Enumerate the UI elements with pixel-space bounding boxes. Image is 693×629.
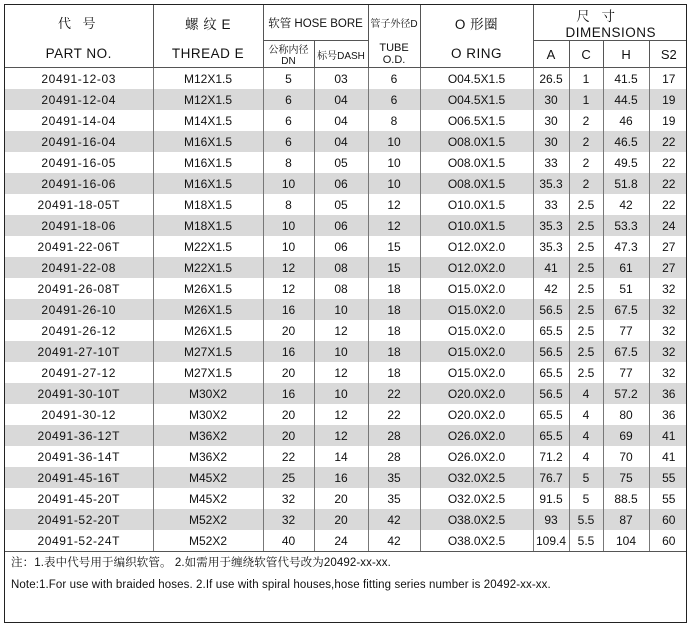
dash-cell: 12	[314, 404, 368, 425]
dash-cell: 05	[314, 152, 368, 173]
dim-c-cell: 5	[569, 488, 603, 509]
thread-cell: M18X1.5	[153, 194, 263, 215]
table-row	[5, 110, 687, 131]
thread-cell: M30X2	[153, 383, 263, 404]
dim-c-cell: 2	[569, 173, 603, 194]
thread-cell: M22X1.5	[153, 257, 263, 278]
table-row	[5, 341, 687, 362]
tube-od-cell: 8	[368, 110, 420, 131]
part-number-cell: 20491-16-05	[5, 152, 153, 173]
dim-a-cell: 42	[533, 278, 569, 299]
dn-cell: 12	[263, 257, 314, 278]
dn-cell: 16	[263, 299, 314, 320]
part-number-cell: 20491-22-08	[5, 257, 153, 278]
thread-cell: M16X1.5	[153, 131, 263, 152]
dim-c-cell: 4	[569, 383, 603, 404]
thread-cell: M30X2	[153, 404, 263, 425]
dim-a-cell: 56.5	[533, 299, 569, 320]
thread-cell: M14X1.5	[153, 110, 263, 131]
oring-header-en: O RING	[420, 41, 533, 68]
dash-cell: 10	[314, 299, 368, 320]
thread-header-cn: 螺 纹 E	[153, 5, 263, 41]
dn-cell: 6	[263, 110, 314, 131]
dim-c-cell: 4	[569, 446, 603, 467]
dash-cell: 04	[314, 110, 368, 131]
dash-cell: 10	[314, 341, 368, 362]
thread-cell: M12X1.5	[153, 68, 263, 90]
table-row	[5, 530, 687, 551]
dim-c-cell: 5.5	[569, 509, 603, 530]
tube-od-header-cn: 管子外径D	[368, 5, 420, 41]
part-number-cell: 20491-14-04	[5, 110, 153, 131]
dash-cell: 20	[314, 488, 368, 509]
dim-s2-cell: 60	[649, 530, 687, 551]
dim-h-cell: 46	[603, 110, 649, 131]
dim-s2-cell: 32	[649, 278, 687, 299]
dim-s2-cell: 36	[649, 383, 687, 404]
dim-h-cell: 42	[603, 194, 649, 215]
part-number-cell: 20491-52-24T	[5, 530, 153, 551]
oring-cell: O08.0X1.5	[420, 152, 533, 173]
part-number-cell: 20491-16-06	[5, 173, 153, 194]
dim-h-cell: 104	[603, 530, 649, 551]
oring-cell: O38.0X2.5	[420, 509, 533, 530]
dim-h-cell: 80	[603, 404, 649, 425]
dash-cell: 20	[314, 509, 368, 530]
dim-s2-cell: 60	[649, 509, 687, 530]
dim-a-cell: 109.4	[533, 530, 569, 551]
dim-a-cell: 65.5	[533, 362, 569, 383]
tube-od-cell: 18	[368, 299, 420, 320]
tube-od-cell: 18	[368, 278, 420, 299]
dim-h-cell: 47.3	[603, 236, 649, 257]
tube-od-cell: 10	[368, 131, 420, 152]
thread-cell: M45X2	[153, 467, 263, 488]
dash-cell: 08	[314, 278, 368, 299]
tube-od-cell: 18	[368, 362, 420, 383]
thread-cell: M26X1.5	[153, 320, 263, 341]
dim-s2-cell: 22	[649, 152, 687, 173]
notes-section	[5, 551, 686, 596]
table-row	[5, 278, 687, 299]
dim-s2-cell: 22	[649, 194, 687, 215]
thread-cell: M16X1.5	[153, 173, 263, 194]
dash-cell: 04	[314, 89, 368, 110]
dn-cell: 10	[263, 236, 314, 257]
dim-c-cell: 5	[569, 467, 603, 488]
dim-a-cell: 30	[533, 110, 569, 131]
dim-a-cell: 56.5	[533, 383, 569, 404]
thread-cell: M27X1.5	[153, 362, 263, 383]
table-row	[5, 446, 687, 467]
thread-cell: M26X1.5	[153, 299, 263, 320]
dim-s2-cell: 27	[649, 257, 687, 278]
part-number-cell: 20491-36-12T	[5, 425, 153, 446]
part-number-cell: 20491-18-05T	[5, 194, 153, 215]
tube-od-cell: 35	[368, 488, 420, 509]
dim-c-cell: 1	[569, 89, 603, 110]
dn-cell: 6	[263, 131, 314, 152]
table-body	[5, 68, 687, 552]
dim-a-cell: 41	[533, 257, 569, 278]
dash-cell: 08	[314, 257, 368, 278]
tube-od-cell: 15	[368, 257, 420, 278]
dim-c-cell: 2	[569, 110, 603, 131]
dim-a-cell: 56.5	[533, 341, 569, 362]
note-chinese: 注：1.表中代号用于编织软管。 2.如需用于缠绕软管代号改为20492-xx-xx.	[11, 557, 391, 569]
part-number-cell: 20491-52-20T	[5, 509, 153, 530]
part-number-cell: 20491-16-04	[5, 131, 153, 152]
col-c-header: C	[569, 41, 603, 68]
dash-cell: 12	[314, 320, 368, 341]
dn-cell: 40	[263, 530, 314, 551]
dash-cell: 24	[314, 530, 368, 551]
dim-s2-cell: 19	[649, 110, 687, 131]
table-row	[5, 257, 687, 278]
table-row	[5, 89, 687, 110]
part-number-cell: 20491-30-10T	[5, 383, 153, 404]
dim-a-cell: 35.3	[533, 173, 569, 194]
table-row	[5, 152, 687, 173]
part-number-cell: 20491-26-12	[5, 320, 153, 341]
table-row	[5, 425, 687, 446]
dim-s2-cell: 32	[649, 362, 687, 383]
dim-a-cell: 65.5	[533, 425, 569, 446]
dash-cell: 03	[314, 68, 368, 90]
table-header	[5, 5, 687, 68]
part-number-cell: 20491-27-12	[5, 362, 153, 383]
thread-cell: M18X1.5	[153, 215, 263, 236]
part-number-cell: 20491-12-03	[5, 68, 153, 90]
dim-a-cell: 65.5	[533, 320, 569, 341]
dn-cell: 20	[263, 320, 314, 341]
dn-cell: 10	[263, 173, 314, 194]
dash-cell: 14	[314, 446, 368, 467]
dim-a-cell: 26.5	[533, 68, 569, 90]
dn-cell: 20	[263, 404, 314, 425]
dim-h-cell: 77	[603, 362, 649, 383]
table-row	[5, 215, 687, 236]
dim-c-cell: 2.5	[569, 215, 603, 236]
dash-cell: 06	[314, 215, 368, 236]
dash-cell: 16	[314, 467, 368, 488]
dn-cell: 8	[263, 194, 314, 215]
part-number-cell: 20491-26-10	[5, 299, 153, 320]
note-english: Note:1.For use with braided hoses. 2.If use with spiral houses,hose fitting series number is 20492-xx-xx.	[11, 579, 551, 591]
dn-cell: 6	[263, 89, 314, 110]
dim-a-cell: 35.3	[533, 236, 569, 257]
dim-c-cell: 2.5	[569, 257, 603, 278]
tube-od-cell: 22	[368, 383, 420, 404]
dim-c-cell: 2	[569, 131, 603, 152]
dim-c-cell: 2.5	[569, 236, 603, 257]
dim-h-cell: 49.5	[603, 152, 649, 173]
dn-cell: 32	[263, 509, 314, 530]
part-number-cell: 20491-30-12	[5, 404, 153, 425]
dim-a-cell: 91.5	[533, 488, 569, 509]
tube-od-cell: 10	[368, 173, 420, 194]
oring-cell: O15.0X2.0	[420, 299, 533, 320]
dim-c-cell: 2.5	[569, 299, 603, 320]
dim-c-cell: 4	[569, 425, 603, 446]
oring-cell: O10.0X1.5	[420, 215, 533, 236]
col-a-header: A	[533, 41, 569, 68]
dim-s2-cell: 22	[649, 131, 687, 152]
tube-od-cell: 6	[368, 89, 420, 110]
dim-s2-cell: 27	[649, 236, 687, 257]
table-row	[5, 194, 687, 215]
dim-h-cell: 61	[603, 257, 649, 278]
oring-cell: O12.0X2.0	[420, 236, 533, 257]
dim-a-cell: 76.7	[533, 467, 569, 488]
part-number-cell: 20491-18-06	[5, 215, 153, 236]
dim-c-cell: 2.5	[569, 320, 603, 341]
oring-cell: O04.5X1.5	[420, 89, 533, 110]
dash-cell: 06	[314, 236, 368, 257]
dim-s2-cell: 36	[649, 404, 687, 425]
tube-od-header-en: TUBE O.D.	[368, 41, 420, 68]
table-row	[5, 236, 687, 257]
dimensions-label-cn: 尺 寸	[576, 9, 620, 24]
dash-cell: 12	[314, 425, 368, 446]
dim-h-cell: 87	[603, 509, 649, 530]
part-number-cell: 20491-45-16T	[5, 467, 153, 488]
dim-s2-cell: 55	[649, 467, 687, 488]
dash-cell: 04	[314, 131, 368, 152]
dash-cell: 10	[314, 383, 368, 404]
thread-header-en: THREAD E	[153, 41, 263, 68]
dash-header: 标号DASH	[314, 41, 368, 68]
oring-cell: O06.5X1.5	[420, 110, 533, 131]
oring-header-cn: O 形圈	[420, 5, 533, 41]
dim-a-cell: 65.5	[533, 404, 569, 425]
oring-cell: O04.5X1.5	[420, 68, 533, 90]
part-header-cn: 代 号	[5, 5, 153, 41]
dn-header: 公称内径DN	[263, 41, 314, 68]
table-row	[5, 404, 687, 425]
thread-cell: M26X1.5	[153, 278, 263, 299]
part-number-cell: 20491-26-08T	[5, 278, 153, 299]
table-row	[5, 299, 687, 320]
dim-c-cell: 2.5	[569, 194, 603, 215]
dim-s2-cell: 24	[649, 215, 687, 236]
tube-od-cell: 28	[368, 425, 420, 446]
dn-cell: 8	[263, 152, 314, 173]
dn-cell: 16	[263, 383, 314, 404]
tube-od-cell: 15	[368, 236, 420, 257]
dim-h-cell: 70	[603, 446, 649, 467]
tube-od-cell: 10	[368, 152, 420, 173]
dim-c-cell: 2.5	[569, 362, 603, 383]
dimensions-label-en: DIMENSIONS	[565, 25, 657, 40]
dim-s2-cell: 22	[649, 173, 687, 194]
table-row	[5, 68, 687, 90]
dim-h-cell: 53.3	[603, 215, 649, 236]
dn-cell: 22	[263, 446, 314, 467]
tube-od-cell: 6	[368, 68, 420, 90]
thread-cell: M12X1.5	[153, 89, 263, 110]
dimensions-header	[533, 5, 687, 41]
table-row	[5, 362, 687, 383]
oring-cell: O10.0X1.5	[420, 194, 533, 215]
dim-h-cell: 67.5	[603, 299, 649, 320]
dim-s2-cell: 55	[649, 488, 687, 509]
dn-cell: 10	[263, 215, 314, 236]
table-row	[5, 488, 687, 509]
dim-c-cell: 2	[569, 152, 603, 173]
dim-h-cell: 67.5	[603, 341, 649, 362]
oring-cell: O12.0X2.0	[420, 257, 533, 278]
dim-s2-cell: 32	[649, 341, 687, 362]
dim-h-cell: 46.5	[603, 131, 649, 152]
dn-cell: 25	[263, 467, 314, 488]
part-header-en: PART NO.	[5, 41, 153, 68]
dash-cell: 12	[314, 362, 368, 383]
dim-s2-cell: 32	[649, 299, 687, 320]
col-h-header: H	[603, 41, 649, 68]
tube-od-cell: 28	[368, 446, 420, 467]
dim-h-cell: 51	[603, 278, 649, 299]
oring-cell: O08.0X1.5	[420, 173, 533, 194]
thread-cell: M52X2	[153, 509, 263, 530]
dim-a-cell: 30	[533, 89, 569, 110]
tube-od-cell: 12	[368, 194, 420, 215]
tube-od-cell: 22	[368, 404, 420, 425]
oring-cell: O38.0X2.5	[420, 530, 533, 551]
dn-cell: 20	[263, 362, 314, 383]
thread-cell: M27X1.5	[153, 341, 263, 362]
thread-cell: M16X1.5	[153, 152, 263, 173]
dash-cell: 06	[314, 173, 368, 194]
oring-cell: O32.0X2.5	[420, 467, 533, 488]
table-row	[5, 467, 687, 488]
dim-s2-cell: 41	[649, 425, 687, 446]
dim-s2-cell: 17	[649, 68, 687, 90]
tube-od-cell: 18	[368, 341, 420, 362]
oring-cell: O15.0X2.0	[420, 278, 533, 299]
dim-a-cell: 35.3	[533, 215, 569, 236]
part-number-cell: 20491-12-04	[5, 89, 153, 110]
dn-cell: 5	[263, 68, 314, 90]
dim-h-cell: 57.2	[603, 383, 649, 404]
part-number-cell: 20491-27-10T	[5, 341, 153, 362]
dim-h-cell: 69	[603, 425, 649, 446]
dim-s2-cell: 19	[649, 89, 687, 110]
oring-cell: O26.0X2.0	[420, 425, 533, 446]
oring-cell: O32.0X2.5	[420, 488, 533, 509]
dim-a-cell: 71.2	[533, 446, 569, 467]
dim-h-cell: 41.5	[603, 68, 649, 90]
dim-h-cell: 88.5	[603, 488, 649, 509]
part-number-cell: 20491-22-06T	[5, 236, 153, 257]
dn-cell: 20	[263, 425, 314, 446]
oring-cell: O15.0X2.0	[420, 320, 533, 341]
thread-cell: M22X1.5	[153, 236, 263, 257]
thread-cell: M45X2	[153, 488, 263, 509]
thread-cell: M52X2	[153, 530, 263, 551]
dim-h-cell: 77	[603, 320, 649, 341]
spec-table	[5, 5, 687, 551]
dim-h-cell: 75	[603, 467, 649, 488]
dim-h-cell: 51.8	[603, 173, 649, 194]
dim-c-cell: 5.5	[569, 530, 603, 551]
dim-s2-cell: 32	[649, 320, 687, 341]
dim-c-cell: 2.5	[569, 278, 603, 299]
table-row	[5, 383, 687, 404]
tube-od-cell: 18	[368, 320, 420, 341]
dim-a-cell: 30	[533, 131, 569, 152]
dim-s2-cell: 41	[649, 446, 687, 467]
oring-cell: O20.0X2.0	[420, 404, 533, 425]
table-row	[5, 320, 687, 341]
spec-sheet	[4, 4, 687, 623]
thread-cell: M36X2	[153, 425, 263, 446]
dim-c-cell: 1	[569, 68, 603, 90]
dn-cell: 12	[263, 278, 314, 299]
oring-cell: O26.0X2.0	[420, 446, 533, 467]
dim-c-cell: 4	[569, 404, 603, 425]
tube-od-cell: 35	[368, 467, 420, 488]
table-row	[5, 173, 687, 194]
dash-cell: 05	[314, 194, 368, 215]
oring-cell: O20.0X2.0	[420, 383, 533, 404]
dim-a-cell: 33	[533, 152, 569, 173]
oring-cell: O08.0X1.5	[420, 131, 533, 152]
tube-od-cell: 12	[368, 215, 420, 236]
table-row	[5, 131, 687, 152]
dim-a-cell: 33	[533, 194, 569, 215]
part-number-cell: 20491-36-14T	[5, 446, 153, 467]
part-number-cell: 20491-45-20T	[5, 488, 153, 509]
dim-h-cell: 44.5	[603, 89, 649, 110]
hose-bore-header: 软管 HOSE BORE	[263, 5, 368, 41]
tube-od-cell: 42	[368, 530, 420, 551]
oring-cell: O15.0X2.0	[420, 362, 533, 383]
table-row	[5, 509, 687, 530]
oring-cell: O15.0X2.0	[420, 341, 533, 362]
dn-cell: 32	[263, 488, 314, 509]
thread-cell: M36X2	[153, 446, 263, 467]
dim-a-cell: 93	[533, 509, 569, 530]
dn-cell: 16	[263, 341, 314, 362]
dim-c-cell: 2.5	[569, 341, 603, 362]
tube-od-cell: 42	[368, 509, 420, 530]
col-s2-header: S2	[649, 41, 687, 68]
